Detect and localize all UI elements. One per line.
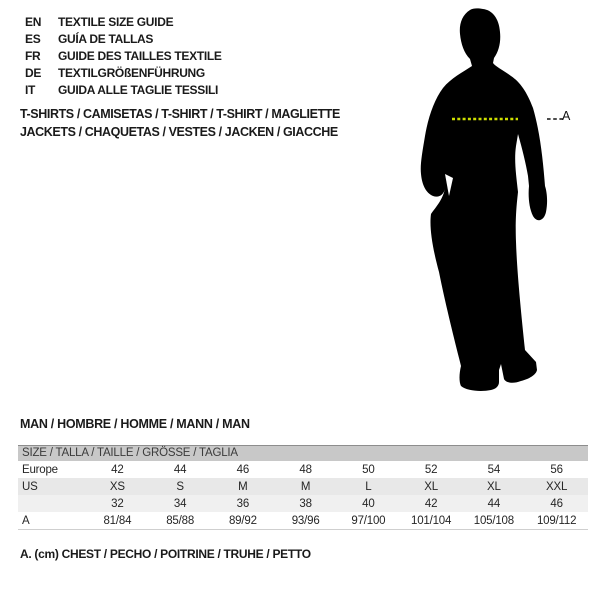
table-row-us (18, 478, 588, 495)
table-row-europe (18, 461, 588, 478)
table-cell: 54 (487, 463, 501, 476)
table-cell: 38 (299, 497, 312, 510)
language-row (25, 13, 222, 30)
table-cell: 56 (550, 463, 563, 476)
table-cell: 46 (236, 463, 250, 476)
measure-a-label: A (562, 109, 571, 123)
table-cell: XL (424, 480, 438, 493)
table-cell: 46 (550, 497, 563, 510)
table-cell: M (300, 480, 311, 493)
table-cell: 109/112 (536, 514, 577, 527)
man-silhouette (421, 8, 547, 391)
table-cell: 97/100 (351, 514, 386, 527)
table-cell: 93/96 (291, 514, 320, 527)
language-row (25, 30, 222, 47)
table-cell: L (365, 480, 372, 493)
chest-footnote: A. (cm) CHEST / PECHO / POITRINE / TRUHE / PETTO (20, 547, 311, 561)
table-cell: 105/108 (473, 514, 514, 527)
row-label: US (22, 480, 38, 493)
man-silhouette-figure (415, 2, 575, 398)
language-code: EN (25, 14, 42, 29)
table-cell: 50 (362, 463, 375, 476)
table-cell: 36 (236, 497, 250, 510)
section-title-man: MAN / HOMBRE / HOMME / MANN / MAN (20, 417, 250, 431)
table-cell: S (176, 480, 184, 493)
row-label: A (22, 514, 30, 527)
table-cell: 34 (173, 497, 187, 510)
language-row (25, 81, 222, 98)
table-cell: 101/104 (411, 514, 452, 527)
table-cell: 48 (299, 463, 312, 476)
product-line-jackets: JACKETS / CHAQUETAS / VESTES / JACKEN / GIACCHE (20, 125, 338, 139)
table-cell: XL (487, 480, 501, 493)
language-code: DE (25, 65, 42, 80)
table-cell: 85/88 (166, 514, 195, 527)
table-cell: 42 (424, 497, 438, 510)
table-cell: XXL (546, 480, 568, 493)
table-cell: 44 (173, 463, 187, 476)
language-label: TEXTILE SIZE GUIDE (58, 14, 174, 29)
row-label: Europe (22, 463, 58, 476)
table-row-chest-a (18, 512, 588, 529)
product-line-tshirts: T-SHIRTS / CAMISETAS / T-SHIRT / T-SHIRT / MAGLIETTE (20, 107, 340, 121)
language-code: FR (25, 48, 41, 63)
table-row-numeric (18, 495, 588, 512)
language-label: GUIDA ALLE TAGLIE TESSILI (58, 82, 219, 97)
table-cell: M (238, 480, 248, 493)
table-cell: 32 (111, 497, 124, 510)
size-table-header: SIZE / TALLA / TAILLE / GRÖSSE / TAGLIA (18, 445, 588, 461)
product-categories (20, 105, 340, 141)
table-cell: XS (109, 480, 125, 493)
language-label: GUÍA DE TALLAS (58, 31, 154, 46)
table-cell: 52 (424, 463, 438, 476)
language-label: TEXTILGRÖßENFÜHRUNG (58, 65, 205, 80)
language-code: IT (25, 82, 36, 97)
language-label: GUIDE DES TAILLES TEXTILE (58, 48, 222, 63)
table-cell: 42 (111, 463, 124, 476)
language-row (25, 64, 222, 81)
language-row (25, 47, 222, 64)
table-cell: 81/84 (103, 514, 132, 527)
table-cell: 89/92 (228, 514, 257, 527)
table-cell: 44 (487, 497, 501, 510)
table-cell: 40 (362, 497, 375, 510)
size-table (18, 445, 588, 530)
language-code: ES (25, 31, 41, 46)
language-list (25, 13, 222, 98)
